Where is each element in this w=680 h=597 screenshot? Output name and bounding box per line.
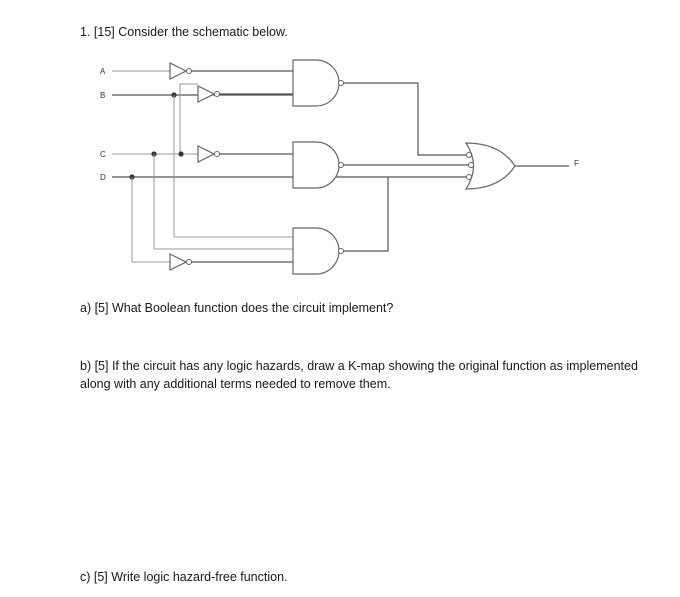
logic-schematic (0, 0, 680, 297)
input-label-a: A (100, 67, 106, 76)
question-part-b: b) [5] If the circuit has any logic hazards, draw a K-map showing the original function as implemented along with any additional terms needed to remove them. (80, 359, 638, 391)
not-gate-b (198, 86, 220, 102)
wire-and1-to-or (343, 83, 470, 155)
question-header: 1. [15] Consider the schematic below. (80, 25, 288, 39)
not-gate-d (170, 254, 192, 270)
input-label-c: C (100, 150, 106, 159)
not-gate-a (170, 63, 192, 79)
not-gate-c (198, 146, 220, 162)
junction-c-b (178, 151, 183, 156)
question-part-a: a) [5] What Boolean function does the circuit implement? (80, 301, 394, 315)
input-label-d: D (100, 173, 106, 182)
output-label-f: F (574, 159, 579, 168)
and-gate-1 (293, 60, 344, 106)
and-gate-3 (293, 228, 344, 274)
question-part-c: c) [5] Write logic hazard-free function. (80, 570, 288, 584)
and-gate-2 (293, 142, 344, 188)
input-label-b: B (100, 91, 106, 100)
or-gate (466, 143, 515, 189)
wire-and3-to-or (343, 177, 388, 251)
